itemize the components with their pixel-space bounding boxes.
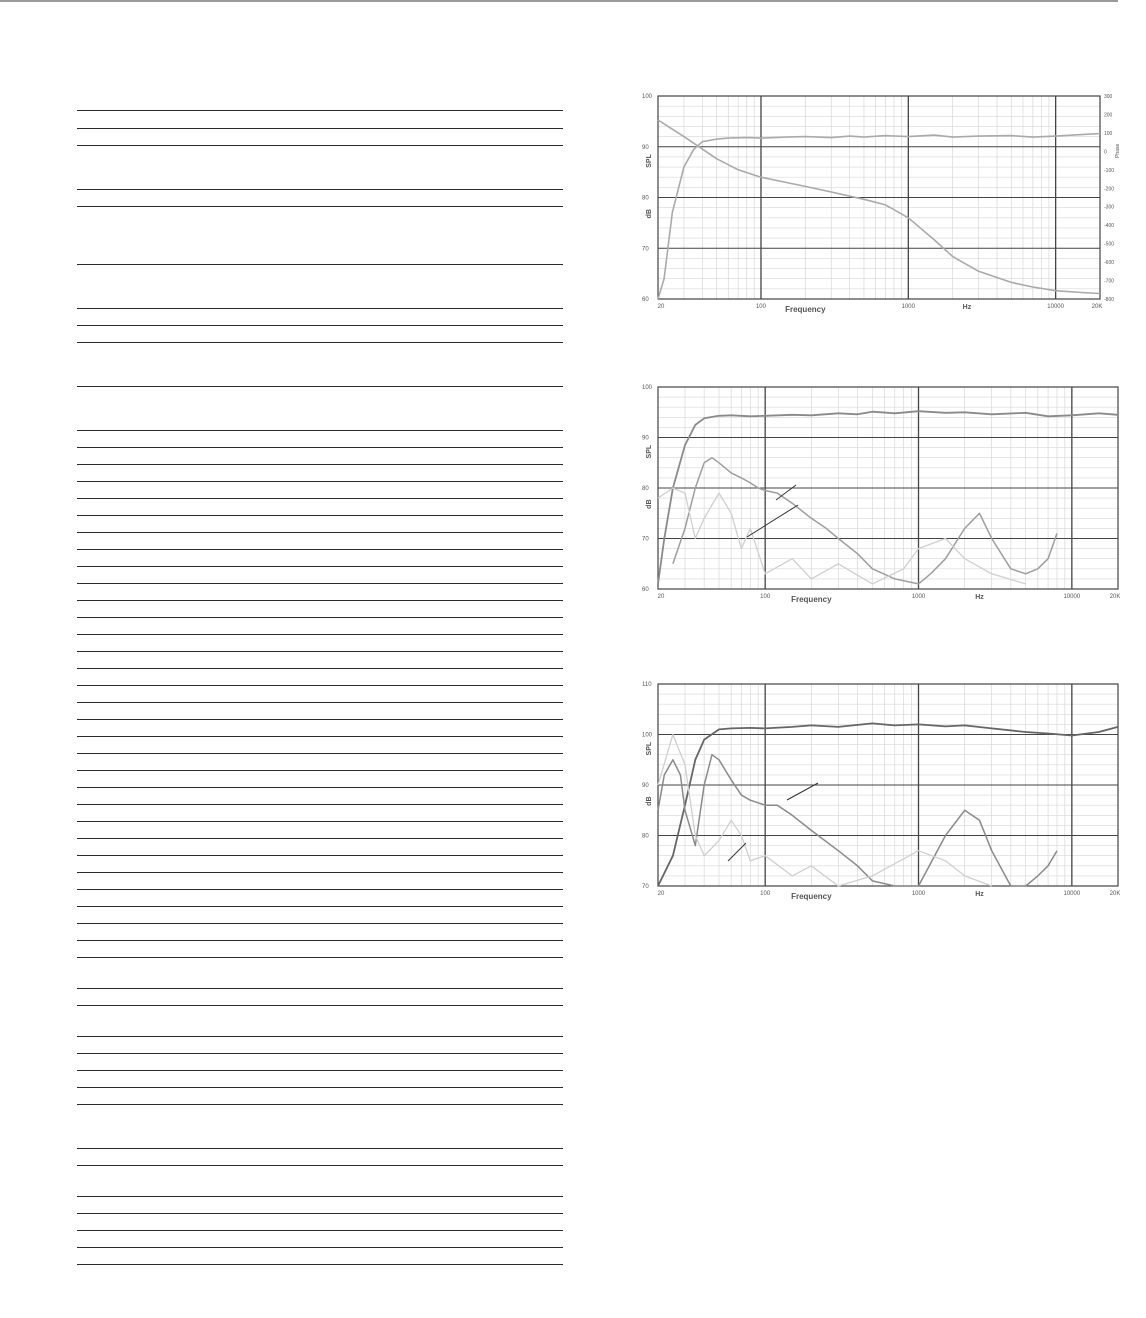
series-line [673,458,1057,584]
x-tick-label: 20 [657,304,665,310]
table-rule [77,325,563,326]
x-axis-label: Frequency [785,305,826,314]
table-rule [77,957,563,958]
x-tick-label: 10000 [1063,891,1081,897]
table-rule [77,719,563,720]
y-tick-label: 90 [642,144,649,151]
table-rule [77,906,563,907]
series-line [658,134,1100,299]
y-axis-label: dB [646,499,653,509]
distortion-chart-1-svg [638,379,1124,611]
y2-tick-label: -100 [1104,167,1115,174]
y-tick-label: 100 [642,94,653,100]
y-tick-label: 80 [642,195,649,202]
y-axis-unit-label: SPL [646,444,653,459]
table-rule [77,498,563,499]
x-tick-label: 20 [657,891,665,897]
y-tick-label: 80 [642,486,649,492]
y-tick-label: 90 [642,783,649,789]
x-tick-label: 20K [1109,891,1121,897]
y2-tick-label: -200 [1104,186,1115,193]
table-rule [77,804,563,805]
y-tick-label: 70 [642,246,649,253]
y2-tick-label: -400 [1104,223,1115,230]
y-tick-label: 70 [642,884,649,890]
y-axis-label: dB [646,209,653,219]
table-rule [77,145,563,146]
table-rule [77,1165,563,1166]
x-tick-label: 10000 [1047,304,1064,310]
table-rule [77,736,563,737]
table-rule [77,1104,563,1105]
table-rule [77,189,563,190]
table-rule [77,1196,563,1197]
x-tick-label: 1000 [911,594,926,600]
y-tick-label: 100 [642,732,653,739]
table-rule [77,855,563,856]
y2-tick-label: -500 [1104,241,1115,248]
table-rule [77,923,563,924]
table-rule [77,617,563,618]
table-rule [77,889,563,890]
x-axis-label: Frequency [791,892,832,901]
y-tick-label: 80 [642,833,649,840]
x-tick-label: 20K [1091,304,1103,310]
y-axis-unit-label: SPL [646,741,653,756]
table-rule [77,1247,563,1248]
table-rule [77,583,563,584]
series-line [658,723,1118,886]
y2-tick-label: -800 [1104,297,1115,303]
y2-tick-label: -300 [1104,204,1115,211]
table-rule [77,1070,563,1071]
x-tick-label: 100 [760,891,771,897]
table-rule [77,872,563,873]
table-rule [77,1036,563,1037]
table-rule [77,770,563,771]
frequency-phase-chart-svg [638,88,1124,322]
table-rule [77,1148,563,1149]
table-rule [77,634,563,635]
frequency-phase-chart [638,88,1124,322]
distortion-chart-1 [638,379,1124,611]
distortion-chart-2-svg [638,676,1124,908]
table-rule [77,1005,563,1006]
table-rule [77,532,563,533]
x-tick-label: 1000 [911,891,926,897]
series-line [658,735,992,887]
table-rule [77,1087,563,1088]
x-tick-label: 20 [657,594,665,600]
y2-tick-label: 100 [1104,130,1113,137]
table-rule [77,1230,563,1231]
x-tick-label: 1000 [901,304,915,310]
x-unit-label: Hz [975,594,984,601]
y-axis-label: dB [646,796,653,806]
table-rule [77,308,563,309]
table-rule [77,702,563,703]
table-rule [77,481,563,482]
table-rule [77,940,563,941]
series-line [658,120,1100,294]
table-rule [77,447,563,448]
y-tick-label: 60 [642,587,649,593]
table-rule [77,110,563,111]
table-rule [77,386,563,387]
table-rule [77,206,563,207]
table-rule [77,600,563,601]
x-axis-label: Frequency [791,595,832,604]
table-rule [77,549,563,550]
table-rule [77,566,563,567]
y-axis-unit-label: SPL [646,154,653,168]
y-tick-label: 100 [642,385,653,391]
x-tick-label: 20K [1109,594,1121,600]
y2-tick-label: 200 [1104,112,1113,119]
annotation-leader-line [776,485,796,500]
y2-tick-label: -700 [1104,278,1115,285]
table-rule [77,821,563,822]
y2-tick-label: 300 [1104,94,1113,100]
series-line [658,488,1026,584]
table-rule [77,753,563,754]
x-tick-label: 100 [755,304,766,310]
y-tick-label: 60 [642,297,649,303]
table-rule [77,668,563,669]
annotation-leader-line [747,505,798,537]
table-rule [77,128,563,129]
table-rule [77,342,563,343]
x-tick-label: 10000 [1063,594,1081,600]
spec-table-rules [77,0,563,1318]
y2-tick-label: -600 [1104,260,1115,267]
table-rule [77,1053,563,1054]
x-unit-label: Hz [962,304,972,311]
table-rule [77,1213,563,1214]
table-rule [77,1264,563,1265]
table-rule [77,651,563,652]
table-rule [77,787,563,788]
table-rule [77,515,563,516]
table-rule [77,838,563,839]
x-tick-label: 100 [760,594,771,600]
table-rule [77,430,563,431]
x-unit-label: Hz [975,891,984,898]
y-tick-label: 90 [642,435,649,442]
table-rule [77,988,563,989]
y2-axis-label: Phase [1115,143,1121,158]
y-tick-label: 70 [642,536,649,543]
table-rule [77,264,563,265]
table-rule [77,685,563,686]
table-rule [77,464,563,465]
distortion-chart-2 [638,676,1124,908]
y2-tick-label: 0 [1104,149,1107,156]
y-tick-label: 110 [642,682,652,688]
